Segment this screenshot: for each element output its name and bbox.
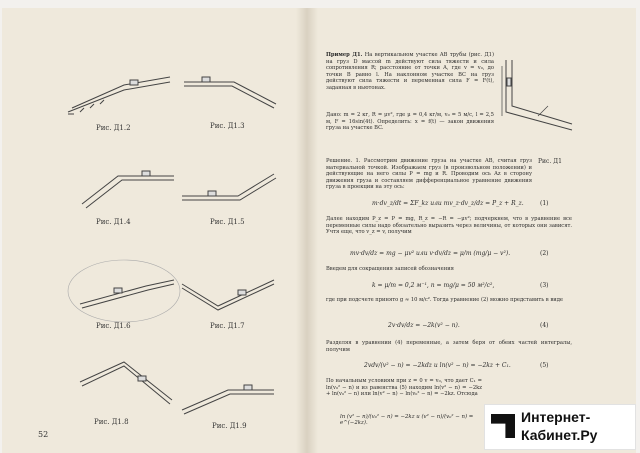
text-after-eq1: Далее находим P_z = P = mg, R_z = −R = −μv²; подчеркнем, что в уравнение все переменные силы надо обязательно выразить через величины, от которых они зависят. Учтя еще, что v_z = v, получим	[326, 216, 572, 236]
watermark-line-1: Интернет-	[521, 409, 591, 425]
book-gutter	[296, 8, 318, 453]
equation-2-number: (2)	[540, 250, 549, 257]
example-intro	[326, 52, 494, 92]
text-after-eq2: Введем для сокращения записей обозначения	[326, 266, 454, 272]
equation-4-number: (4)	[540, 322, 549, 329]
page-number-left: 52	[38, 430, 49, 439]
figure-d1-8	[76, 352, 176, 408]
solution-text: Решение. 1. Рассмотрим движение груза на участке AB, считая груз материальной точкой. Изображаем груз (в произвольном положении) и действующие на него силы P = mg и R. Проводим ось Az в сторону движения груза и составляем дифференциальное уравнение движения груза в проекции на эту ось:	[326, 158, 532, 191]
text-after-eq4: Разделяя в уравнении (4) переменные, а затем беря от обеих частей интегралы, получим	[326, 340, 572, 353]
figure-d1-2	[64, 68, 174, 116]
figure-d1-9	[178, 370, 278, 418]
watermark-line-2: Кабинет.Ру	[521, 427, 598, 443]
figure-d1-7	[178, 270, 278, 318]
equation-1-number: (1)	[540, 200, 549, 207]
text-after-eq3: где при подсчете принято g ≈ 10 м/с². Тогда уравнение (2) можно представить в виде	[326, 297, 563, 303]
example-intro-text: На вертикальном участке AB трубы (рис. Д1) на груз D массой m действуют сила тяжести и сила сопротивления R; расстояние от точки A, где v = v₀, до точки B равно l. На наклонном участке BC на груз действуют сила тяжести и переменная сила F = F(t), заданная в ньютонах.	[326, 52, 494, 91]
equation-6: ln (v² − n)/(v₀² − n) = −2kz и (v² − n)/(v₀² − n) = e^(−2kz).	[340, 414, 474, 426]
caption-d1-6: Рис. Д1.6	[96, 322, 131, 330]
figure-d1-4	[78, 150, 178, 210]
equation-3: k = μ/m = 0,2 м⁻¹, n = mg/μ = 50 м²/с²,	[372, 282, 495, 289]
caption-d1-9: Рис. Д1.9	[212, 422, 247, 430]
caption-d1-5: Рис. Д1.5	[210, 218, 245, 226]
equation-3-number: (3)	[540, 282, 549, 289]
equation-5-number: (5)	[540, 362, 549, 369]
watermark-logo	[484, 404, 636, 450]
figure-d1-caption: Рис. Д1	[538, 158, 562, 165]
equation-4: 2v·dv/dz = −2k(v² − n).	[388, 322, 460, 329]
figure-d1-6	[66, 258, 182, 324]
figure-d1-5	[178, 160, 278, 208]
example-title: Пример Д1.	[326, 52, 363, 58]
equation-2: mv·dv/dz = mg − μv² или v·dv/dz = μ/m (mg/μ − v²).	[350, 250, 511, 257]
caption-d1-3: Рис. Д1.3	[210, 122, 245, 130]
equation-1: m·dv_z/dt = ΣF_kz или mv_z·dv_z/dz = P_z + R_z.	[372, 200, 524, 207]
figure-d1	[498, 56, 578, 136]
caption-d1-2: Рис. Д1.2	[96, 124, 131, 132]
figure-d1-3	[180, 66, 280, 110]
equation-5: 2vdv/(v² − n) = −2kdz и ln(v² − n) = −2kz + C₁.	[364, 362, 511, 369]
watermark-arrow-icon	[491, 414, 515, 438]
caption-d1-8: Рис. Д1.8	[94, 418, 129, 426]
caption-d1-7: Рис. Д1.7	[210, 322, 245, 330]
caption-d1-4: Рис. Д1.4	[96, 218, 131, 226]
text-after-eq5: По начальным условиям при z = 0 v = v₀, что дает C₁ = ln(v₀² − n) и из равенства (5) находим ln(v² − n) = −2kz + ln(v₀² − n) или ln(v² − n) − ln(v₀² − n) = −2kz. Отсюда	[326, 378, 482, 398]
given-text: Дано: m = 2 кг, R = μv², где μ = 0,4 кг/м, v₀ = 5 м/с, l = 2,5 м, F = 16sin(4t). Определить: x = f(t) — закон движения груза на участке BC.	[326, 112, 494, 132]
